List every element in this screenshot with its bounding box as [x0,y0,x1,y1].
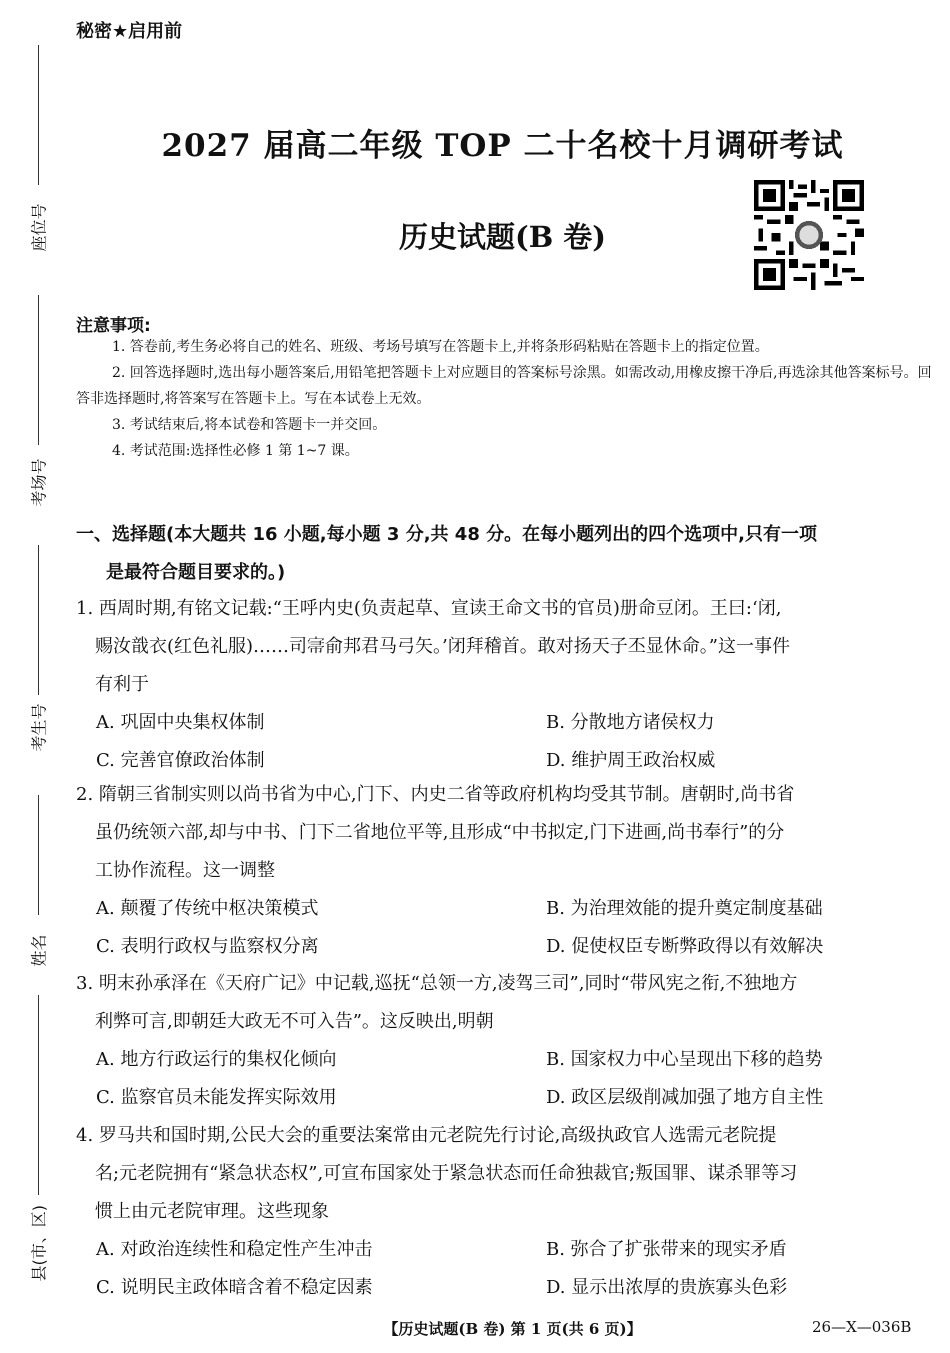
margin-line [38,795,39,915]
question-2: 2. 隋朝三省制实则以尚书省为中心,门下、内史二省等政府机构均受其节制。唐朝时,尚书省 虽仍统领六部,却与中书、门下二省地位平等,且形成“中书拟定,门下进画,尚书奉行”的分 工协作流程。这一调整 A. 颠覆了传统中枢决策模式 B. 为治理效能的提升奠定制度基础 C. 表明行政权与监察权分离 D. 促使权臣专断弊政得以有效解决 [76,776,936,966]
option-c: C. 表明行政权与监察权分离 [96,936,319,957]
option-d: D. 政区层级削减加强了地方自主性 [546,1087,824,1108]
option-c: C. 监察官员未能发挥实际效用 [96,1087,337,1108]
option-b: B. 分散地方诸侯权力 [546,712,715,733]
name-label: 姓名 [29,934,49,967]
paper-code: 26—X—036B [812,1318,912,1336]
option-b: B. 国家权力中心呈现出下移的趋势 [546,1049,823,1070]
option-a: A. 颠覆了传统中枢决策模式 [96,898,319,919]
question-3: 3. 明末孙承泽在《天府广记》中记载,巡抚“总领一方,凌驾三司”,同时“带风宪之衔,不独地方 利弊可言,即朝廷大政无不可入告”。这反映出,明朝 A. 地方行政运行的集权化倾向 B. 国家权力中心呈现出下移的趋势 C. 监察官员未能发挥实际效用 D. 政区层级削减加强了地方自主性 [76,965,936,1117]
notice-item: 1. 答卷前,考生务必将自己的姓名、班级、考场号填写在答题卡上,并将条形码粘贴在答题卡上的指定位置。 [112,339,769,355]
margin-line [38,45,39,185]
notice-list [76,334,934,464]
option-a: A. 对政治连续性和稳定性产生冲击 [96,1239,373,1260]
option-d: D. 促使权臣专断弊政得以有效解决 [546,936,824,957]
notice-item: 4. 考试范围:选择性必修 1 第 1~7 课。 [112,443,359,459]
option-d: D. 显示出浓厚的贵族寡头色彩 [546,1277,788,1298]
option-a: A. 巩固中央集权体制 [96,712,265,733]
county-label: 县(市、区) [29,1205,49,1282]
option-b: B. 弥合了扩张带来的现实矛盾 [546,1239,787,1260]
question-1: 1. 西周时期,有铭文记载:“王呼内史(负责起草、宣读王命文书的官员)册命豆闭。王曰:‘闭, 赐汝戠衣(红色礼服)……司𡨦俞邦君马弓矢。’闭拜稽首。敢对扬天子丕显休命。”这一事件 有利于 A. 巩固中央集权体制 B. 分散地方诸侯权力 C. 完善官僚政治体制 D. 维护周王政治权威 [76,590,936,780]
question-4: 4. 罗马共和国时期,公民大会的重要法案常由元老院先行讨论,高级执政官人选需元老院提 名;元老院拥有“紧急状态权”,可宣布国家处于紧急状态而任命独裁官;叛国罪、谋杀罪等习 惯上由元老院审理。这些现象 A. 对政治连续性和稳定性产生冲击 B. 弥合了扩张带来的现实矛盾 C. 说明民主政体暗含着不稳定因素 D. 显示出浓厚的贵族寡头色彩 [76,1117,936,1307]
margin-line [38,545,39,695]
room-number-label: 考场号 [29,458,49,507]
option-b: B. 为治理效能的提升奠定制度基础 [546,898,823,919]
notice-heading: 注意事项: [76,316,151,336]
option-a: A. 地方行政运行的集权化倾向 [96,1049,337,1070]
notice-item: 2. 回答选择题时,选出每小题答案后,用铅笔把答题卡上对应题目的答案标号涂黑。如需改动,用橡皮擦干净后,再选涂其他答案标号。回答非选择题时,将答案写在答题卡上。写在本试卷上无效。 [76,365,932,407]
page-footer: 【历史试题(B 卷) 第 1 页(共 6 页)】 [383,1320,642,1338]
margin-line [38,995,39,1195]
qr-code-icon [754,180,864,290]
exam-title: 2027 届高二年级 TOP 二十名校十月调研考试 [161,128,844,164]
notice-item: 3. 考试结束后,将本试卷和答题卡一并交回。 [112,417,387,433]
option-c: C. 说明民主政体暗含着不稳定因素 [96,1277,373,1298]
confidential-mark: 秘密★启用前 [76,21,183,42]
option-d: D. 维护周王政治权威 [546,750,716,771]
paper-subtitle: 历史试题(B 卷) [398,220,607,254]
margin-line [38,295,39,445]
candidate-number-label: 考生号 [29,703,49,752]
section-heading: 一、选择题(本大题共 16 小题,每小题 3 分,共 48 分。在每小题列出的四个选项中,只有一项 是最符合题目要求的。) [76,524,817,583]
seat-number-label: 座位号 [29,203,49,252]
option-c: C. 完善官僚政治体制 [96,750,265,771]
